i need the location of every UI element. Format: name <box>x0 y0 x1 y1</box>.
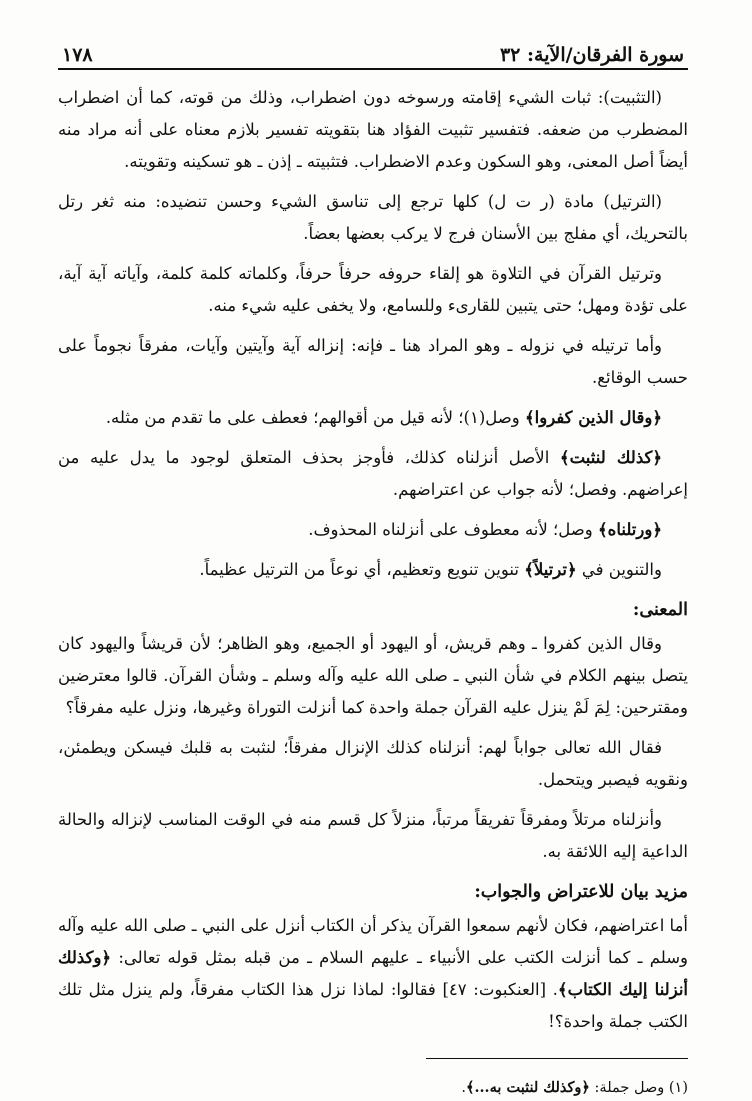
paragraph-tanwin: والتنوين في ﴿ترتيلاً﴾ تنوين تنويع وتعظيم، أي نوعاً من الترتيل عظيماً. <box>199 560 662 579</box>
paragraph-waqala: ﴿وقال الذين كفروا﴾ وصل(١)؛ لأنه قيل من أقوالهم؛ فعطف على ما تقدم من مثله. <box>105 408 662 427</box>
quran-quote: ﴿وكذلك لنثبت به...﴾ <box>465 1079 590 1096</box>
quran-quote: ﴿كذلك لنثبت﴾ <box>559 448 663 467</box>
surah-reference: سورة الفرقان/الآية: ٣٢ <box>499 44 684 66</box>
footnote: (١) وصل جملة: ﴿وكذلك لنثبت به...﴾. <box>461 1079 688 1096</box>
header-divider <box>58 68 688 70</box>
section-heading-more: مزيد بيان للاعتراض والجواب: <box>474 882 688 902</box>
quran-quote: ﴿ورتلناه﴾ <box>598 520 662 539</box>
paragraph-tathbit: (التثبيت): ثبات الشيء إقامته ورسوخه دون اضطراب، وذلك من قوته، كما أن اضطراب المضطرب من ضعفه. فتفسير تثبيت الفؤاد هنا بتقويته تفسير بلازم معناه على أنه مراد منه أيضاً أصل المعنى، وهو السكون وعدم الاضطراب. فتثبيته ـ إذن ـ هو تسكينه وتقويته. <box>58 88 688 171</box>
footnote-divider <box>426 1058 688 1059</box>
page-header <box>58 32 688 66</box>
paragraph-kadhalika: ﴿كذلك لنثبت﴾ الأصل أنزلناه كذلك، فأوجز بحذف المتعلق لوجود ما يدل عليه من إعراضهم. وفصل؛ لأنه جواب عن اعتراضهم. <box>58 448 688 499</box>
quran-quote: ﴿وقال الذين كفروا﴾ <box>525 408 662 427</box>
paragraph-tartil-revelation: وأما ترتيله في نزوله ـ وهو المراد هنا ـ فإنه: إنزاله آية وآيتين وآيات، مفرقاً نجوماً على حسب الوقائع. <box>58 336 688 387</box>
paragraph-tartil-recitation: وترتيل القرآن في التلاوة هو إلقاء حروفه حرفاً حرفاً، وكلماته كلمة كلمة، وآياته آية آية، على تؤدة ومهل؛ حتى يتبين للقارىء وللسامع، ولا يخفى عليه شيء منه. <box>58 264 688 315</box>
quran-quote: ﴿وكذلك أنزلنا إليك الكتاب﴾ <box>58 948 688 999</box>
paragraph-meaning-3: وأنزلناه مرتلاً ومفرقاً تفريقاً مرتباً، منزلاً كل قسم منه في الوقت المناسب لإنزاله والحالة الداعية إليه اللائقة به. <box>58 810 688 861</box>
section-heading-meaning: المعنى: <box>632 600 688 620</box>
paragraph-rattalnahu: ﴿ورتلناه﴾ وصل؛ لأنه معطوف على أنزلناه المحذوف. <box>308 520 662 539</box>
quran-quote: ﴿ترتيلاً﴾ <box>524 560 577 579</box>
paragraph-meaning-1: وقال الذين كفروا ـ وهم قريش، أو اليهود أو الجميع، وهو الظاهر؛ لأن قريشاً واليهود كان يتصل بينهم الكلام في شأن النبي ـ صلى الله عليه وآله وسلم ـ وشأن القرآن. قالوا معترضين ومقترحين: لِمَ لَمْ ينزل عليه القرآن جملة واحدة كما أنزلت التوراة وغيرها، ونزل عليه مفرقاً؟ <box>58 634 688 717</box>
paragraph-meaning-2: فقال الله تعالى جواباً لهم: أنزلناه كذلك الإنزال مفرقاً؛ لنثبت به قلبك فيسكن ويطمئن، ونقويه فيصبر ويتحمل. <box>58 738 688 789</box>
paragraph-objection: أما اعتراضهم، فكان لأنهم سمعوا القرآن يذكر أن الكتاب أنزل على النبي ـ صلى الله عليه وآله وسلم ـ كما أنزلت الكتب على الأنبياء ـ عليهم السلام ـ من قبله بمثل قوله تعالى: ﴿وكذلك أنزلنا إليك الكتاب﴾. [العنكبوت: ٤٧] فقالوا: لماذا نزل هذا الكتاب مفرقاً، ولم ينزل مثل تلك الكتب جملة واحدة؟! <box>58 916 688 1031</box>
paragraph-tartil-root: (الترتيل) مادة (ر ت ل) كلها ترجع إلى تناسق الشيء وحسن تنضيده: منه ثغر رتل بالتحريك، أي مفلج بين الأسنان فرج لا يركب بعضها بعضاً. <box>58 192 688 243</box>
page-number: ١٧٨ <box>62 44 93 66</box>
